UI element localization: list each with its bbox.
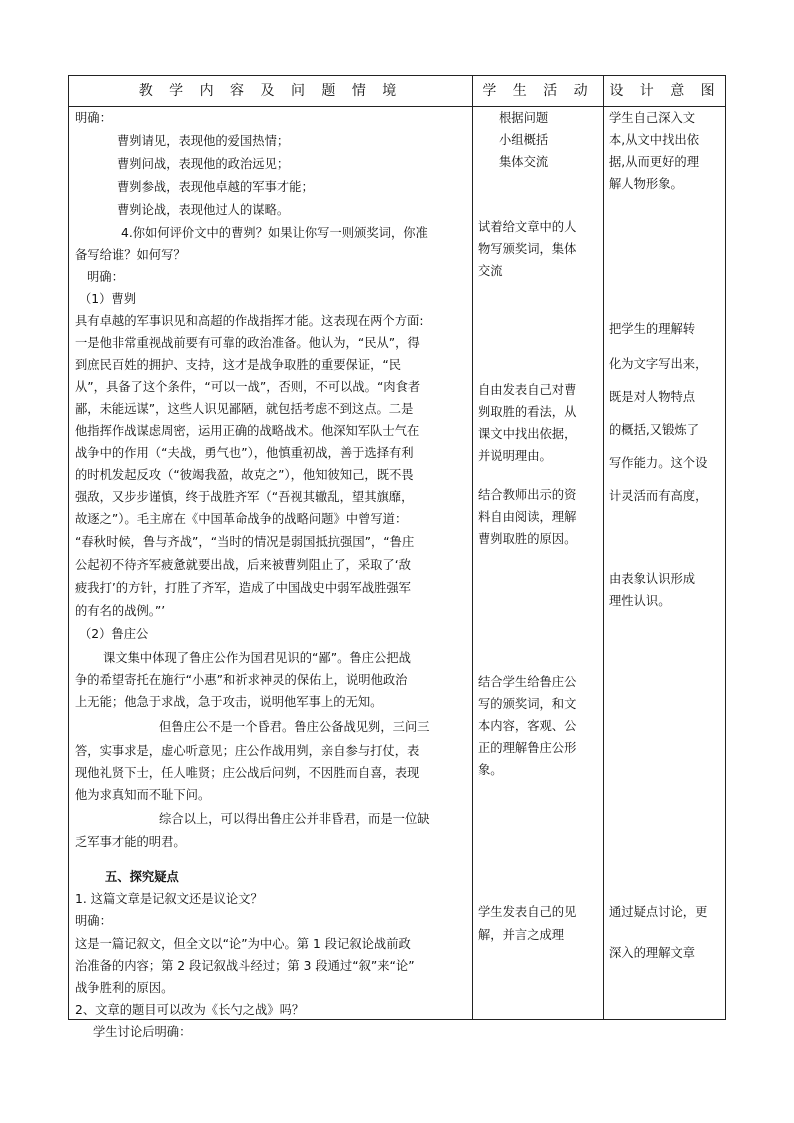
text-line: 的概括,又锻炼了 [609, 423, 699, 437]
text-line: 解人物形象。 [609, 177, 683, 191]
text-line: 4.你如何评价文中的曹刿？如果让你写一则颁奖词，你准 [121, 226, 428, 240]
text-line: “春秋时候，鲁与齐战”，“当时的情况是弱国抵抗强国”，“鲁庄 [75, 535, 415, 549]
text-line: 这是一篇记叙文，但全文以“论”为中心。第 1 段记叙论战前政 [75, 937, 411, 951]
text-line: 物写颁奖词，集体 [478, 242, 577, 256]
column-divider [603, 76, 604, 1019]
text-line: 战争中的作用（“夫战，勇气也”），他慎重初战，善于选择有利 [75, 446, 414, 460]
text-line: 故逐之”）。毛主席在《中国革命战争的战略问题》中曾写道： [75, 512, 408, 526]
text-line: 曹刿参战，表现他卓越的军事才能； [117, 180, 314, 194]
text-line: 具有卓越的军事识见和高超的作战指挥才能。这表现在两个方面: [75, 314, 424, 328]
text-line: 争的希望寄托在施行“小惠”和祈求神灵的保佑上，说明他政治 [75, 673, 408, 687]
header-design-col: 设 计 意 图 [609, 83, 721, 99]
text-line: 写作能力。这个设 [609, 456, 708, 470]
text-line: 强敌，又步步谨慎，终于战胜齐军（“吾视其辙乱，望其旗靡， [75, 490, 414, 504]
text-line: 到庶民百姓的拥护、支持，这才是战争取胜的重要保证，“民 [75, 358, 402, 372]
text-line: 战争胜利的原因。 [75, 981, 174, 995]
header-content-col: 教 学 内 容 及 问 题 情 境 [138, 83, 403, 99]
text-line: 料自由阅读，理解 [478, 510, 577, 524]
text-line: 一是他非常重视战前要有可靠的政治准备。他认为，“民从”，得 [75, 336, 420, 350]
table-header [69, 76, 725, 107]
text-line: 课文集中体现了鲁庄公作为国君见识的“鄙”。鲁庄公把战 [103, 651, 411, 665]
text-line: 试着给文章中的人 [478, 220, 577, 234]
text-line: 学生讨论后明确： [93, 1025, 192, 1039]
text-line: 综合以上，可以得出鲁庄公并非昏君，而是一位缺 [159, 812, 430, 826]
text-line: 他为求真知而不耻下问。 [75, 788, 211, 802]
text-line: 曹刿问战，表现他的政治远见； [117, 157, 290, 171]
text-line: 深入的理解文章 [609, 946, 696, 960]
text-line: 结合学生给鲁庄公 [478, 675, 577, 689]
text-line: 理性认识。 [609, 594, 671, 608]
text-line: 把学生的理解转 [609, 322, 696, 336]
text-line: 并说明理由。 [478, 449, 552, 463]
text-line: 曹刿请见，表现他的爱国热情； [117, 134, 290, 148]
text-line: 他指挥作战谋虑周密，运用正确的战略战术。他深知军队士气在 [75, 424, 420, 438]
text-line: 刿取胜的看法，从 [478, 405, 577, 419]
text-line: 答，实事求是，虚心听意见；庄公作战用刿，亲自参与打仗，表 [75, 744, 420, 758]
text-line: 曹刿论战，表现他过人的谋略。 [117, 203, 290, 217]
text-line: 治准备的内容；第 2 段记叙战斗经过；第 3 段通过“叙”来“论” [75, 959, 415, 973]
text-line: 据,从而更好的理 [609, 155, 699, 169]
section-heading: （2）鲁庄公 [79, 627, 149, 641]
text-line: 象。 [478, 763, 503, 777]
student-column [478, 107, 600, 1019]
section-heading: （1）曹刿 [79, 292, 137, 306]
text-line: 学生发表自己的见 [478, 905, 577, 919]
text-line: 既是对人物特点 [609, 390, 696, 404]
text-line: 2、文章的题目可以改为《长勺之战》吗？ [75, 1003, 305, 1017]
text-line: 集体交流 [499, 155, 549, 169]
text-line: 1. 这篇文章是记叙文还是议论文？ [75, 892, 263, 906]
text-line: 的时机发起反攻（“彼竭我盈，故克之”），他知彼知己，既不畏 [75, 468, 414, 482]
content-column [75, 107, 471, 1039]
text-line: 公起初不待齐军疲惫就要出战，后来被曹刿阻止了，采取了‘敌 [75, 558, 411, 572]
text-line: 上无能；他急于求战，急于攻击，说明他军事上的无知。 [75, 695, 383, 709]
text-line: 由表象认识形成 [609, 572, 696, 586]
column-divider [472, 76, 473, 1019]
text-line: 备写给谁？如何写？ [75, 248, 186, 262]
text-line: 根据问题 [499, 111, 549, 125]
text-line: 明确： [87, 270, 124, 284]
text-line: 小组概括 [499, 133, 549, 147]
text-line: 自由发表自己对曹 [478, 383, 577, 397]
text-line: 本内容，客观、公 [478, 719, 577, 733]
text-line: 曹刿取胜的原因。 [478, 532, 577, 546]
text-line: 课文中找出依据， [478, 427, 577, 441]
text-line: 解，并言之成理 [478, 928, 565, 942]
text-line: 化为文字写出来， [609, 357, 708, 371]
design-column [609, 107, 724, 1019]
text-line: 的有名的战例。”’ [75, 604, 166, 618]
text-line: 交流 [478, 264, 503, 278]
text-line: 明确： [75, 914, 112, 928]
text-line: 从”，具备了这个条件，“可以一战”，否则，不可以战。“肉食者 [75, 380, 421, 394]
text-line: 结合教师出示的资 [478, 488, 577, 502]
header-student-col: 学 生 活 动 [482, 83, 594, 99]
section-title: 五、探究疑点 [105, 870, 179, 884]
lesson-table [68, 75, 726, 1039]
text-line: 但鲁庄公不是一个昏君。鲁庄公备战见刿，三问三 [159, 720, 430, 734]
text-line: 正的理解鲁庄公形 [478, 741, 577, 755]
text-line: 学生自己深入文 [609, 111, 696, 125]
text-line: 本,从文中找出依 [609, 133, 699, 147]
text-line: 乏军事才能的明君。 [75, 835, 186, 849]
text-line: 明确： [75, 111, 112, 125]
text-line: 鄙，未能远谋”，这些人识见鄙陋，就包括考虑不到这点。二是 [75, 402, 414, 416]
text-line: 疲我打’的方针，打胜了齐军，造成了中国战史中弱军战胜强军 [75, 581, 411, 595]
text-line: 现他礼贤下士，任人唯贤；庄公战后问刿，不因胜而自喜，表现 [75, 766, 420, 780]
text-line: 计灵活而有高度， [609, 489, 708, 503]
text-line: 写的颁奖词，和文 [478, 697, 577, 711]
text-line: 通过疑点讨论，更 [609, 905, 708, 919]
